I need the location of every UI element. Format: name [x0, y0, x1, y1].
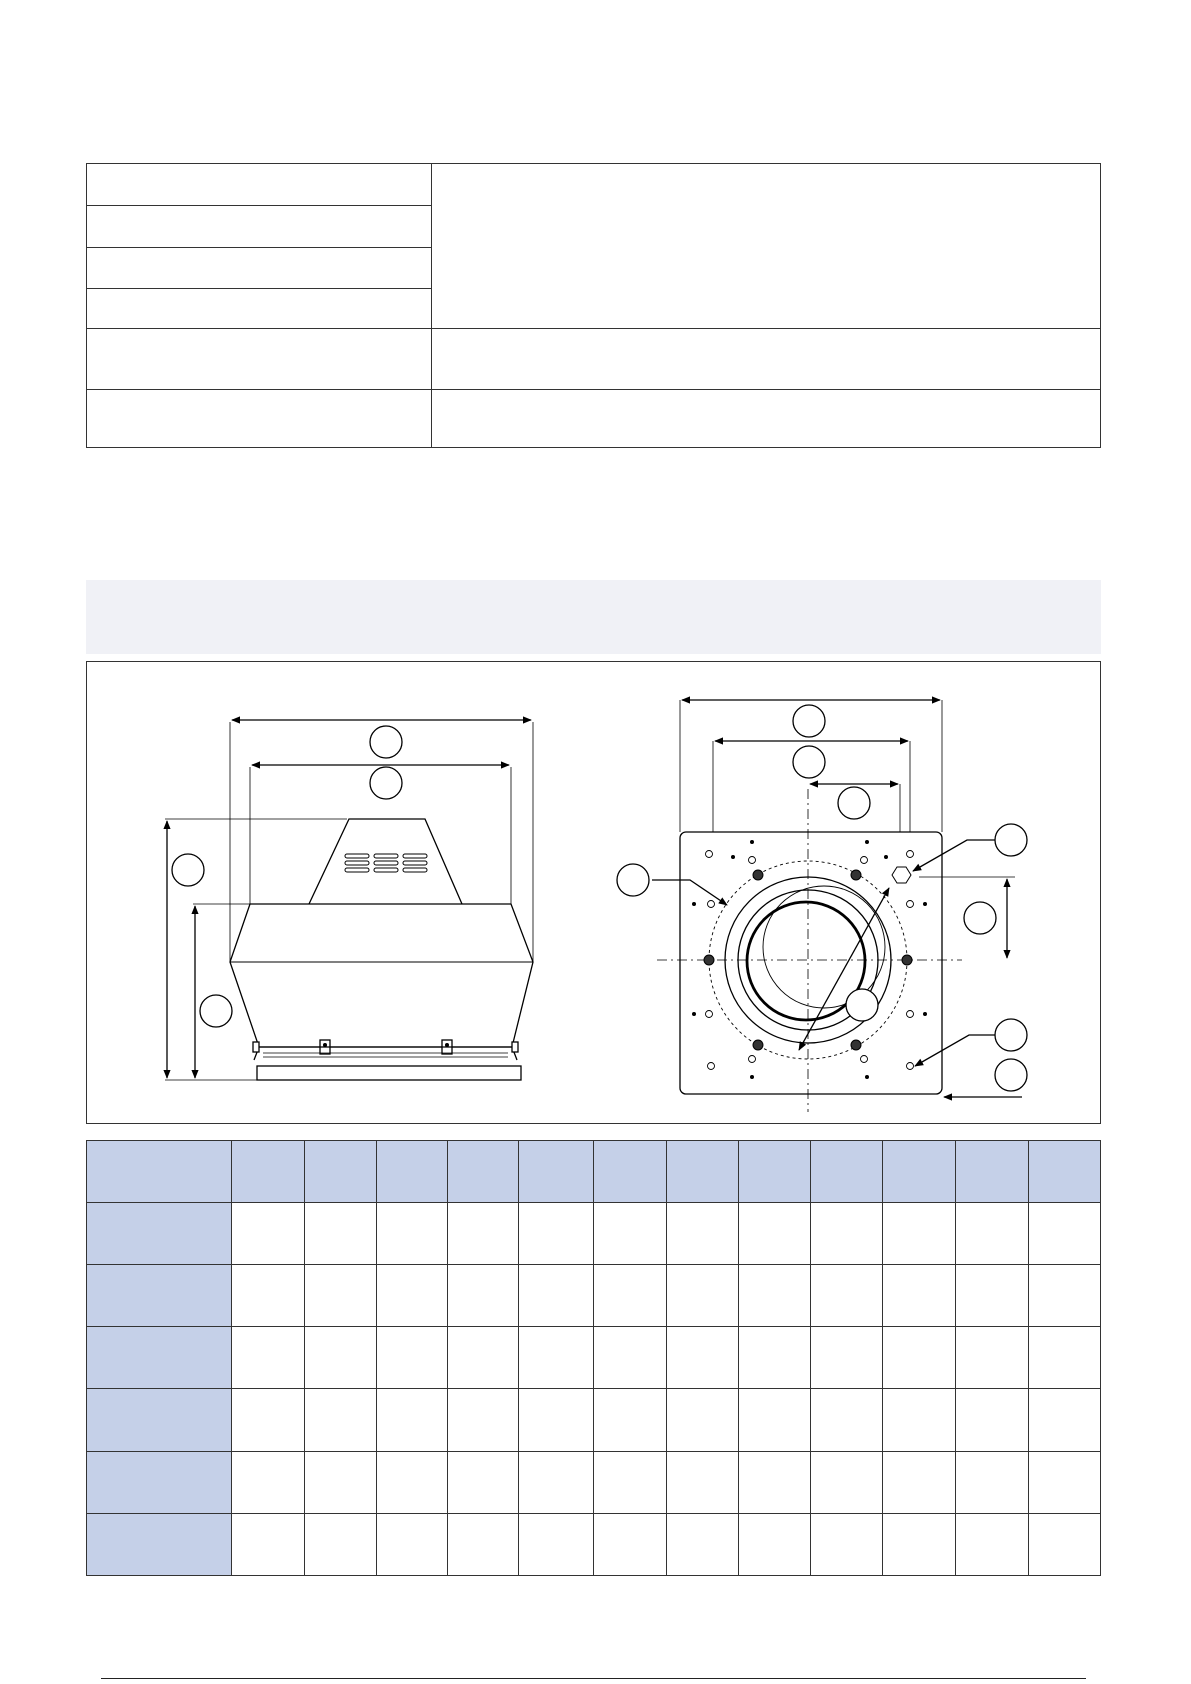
table-cell — [883, 1451, 956, 1513]
column-header — [304, 1141, 376, 1203]
section-header-band — [86, 580, 1101, 654]
table-cell — [447, 1451, 518, 1513]
table-cell — [232, 1513, 304, 1575]
table-row — [87, 1265, 1101, 1327]
table-cell — [883, 1513, 956, 1575]
table-cell — [811, 1327, 883, 1389]
table-cell — [738, 1389, 810, 1451]
table-cell — [666, 1265, 738, 1327]
table-cell — [519, 1203, 594, 1265]
table-cell — [738, 1327, 810, 1389]
table-cell — [1028, 1451, 1100, 1513]
column-header — [87, 1141, 232, 1203]
table-row — [87, 1451, 1101, 1513]
table-cell — [376, 1203, 447, 1265]
column-header — [956, 1141, 1028, 1203]
table-cell — [956, 1389, 1028, 1451]
table-cell — [956, 1513, 1028, 1575]
table-cell — [811, 1389, 883, 1451]
table-cell — [1028, 1203, 1100, 1265]
table-header-row — [87, 1141, 1101, 1203]
table-cell — [594, 1265, 666, 1327]
table-cell — [447, 1203, 518, 1265]
table-cell — [304, 1513, 376, 1575]
table-cell — [738, 1451, 810, 1513]
table-cell — [883, 1203, 956, 1265]
base-plate-top-view — [617, 700, 1027, 1112]
table-cell — [232, 1203, 304, 1265]
info-table-row-divider — [87, 328, 1100, 329]
table-cell — [376, 1389, 447, 1451]
table-cell — [519, 1327, 594, 1389]
table-cell — [956, 1203, 1028, 1265]
table-cell — [811, 1203, 883, 1265]
table-cell — [1028, 1327, 1100, 1389]
row-header — [87, 1451, 232, 1513]
table-cell — [447, 1265, 518, 1327]
table-cell — [594, 1513, 666, 1575]
table-cell — [666, 1389, 738, 1451]
table-cell — [232, 1451, 304, 1513]
info-table-row-divider — [87, 288, 431, 289]
table-cell — [304, 1203, 376, 1265]
table-cell — [811, 1513, 883, 1575]
table-cell — [304, 1327, 376, 1389]
table-row — [87, 1327, 1101, 1389]
table-cell — [376, 1451, 447, 1513]
table-cell — [304, 1265, 376, 1327]
info-table — [86, 163, 1101, 448]
table-cell — [519, 1265, 594, 1327]
column-header — [232, 1141, 304, 1203]
table-cell — [1028, 1265, 1100, 1327]
table-cell — [304, 1389, 376, 1451]
table-cell — [811, 1265, 883, 1327]
column-header — [519, 1141, 594, 1203]
table-row — [87, 1203, 1101, 1265]
table-cell — [376, 1265, 447, 1327]
table-cell — [376, 1327, 447, 1389]
table-cell — [956, 1451, 1028, 1513]
table-cell — [447, 1389, 518, 1451]
table-cell — [519, 1513, 594, 1575]
table-cell — [883, 1265, 956, 1327]
table-cell — [1028, 1513, 1100, 1575]
table-cell — [883, 1389, 956, 1451]
table-cell — [883, 1327, 956, 1389]
table-cell — [232, 1327, 304, 1389]
info-table-row-divider — [87, 389, 1100, 390]
row-header — [87, 1265, 232, 1327]
table-cell — [738, 1203, 810, 1265]
info-table-column-divider — [431, 164, 432, 447]
dimension-drawing — [86, 661, 1101, 1124]
table-cell — [594, 1327, 666, 1389]
table-row — [87, 1389, 1101, 1451]
table-cell — [738, 1513, 810, 1575]
row-header — [87, 1513, 232, 1575]
column-header — [883, 1141, 956, 1203]
table-cell — [811, 1451, 883, 1513]
column-header — [738, 1141, 810, 1203]
table-row — [87, 1513, 1101, 1575]
drawing-canvas — [87, 662, 1102, 1125]
column-header — [376, 1141, 447, 1203]
table-cell — [594, 1451, 666, 1513]
column-header — [811, 1141, 883, 1203]
table-cell — [519, 1389, 594, 1451]
fan-side-view — [165, 720, 533, 1080]
table-cell — [232, 1389, 304, 1451]
column-header — [447, 1141, 518, 1203]
table-cell — [956, 1265, 1028, 1327]
row-header — [87, 1327, 232, 1389]
footer-rule — [101, 1678, 1086, 1679]
table-cell — [447, 1513, 518, 1575]
column-header — [1028, 1141, 1100, 1203]
table-cell — [666, 1513, 738, 1575]
row-header — [87, 1203, 232, 1265]
table-cell — [376, 1513, 447, 1575]
table-cell — [666, 1327, 738, 1389]
table-cell — [594, 1389, 666, 1451]
info-table-row-divider — [87, 247, 431, 248]
table-cell — [304, 1451, 376, 1513]
table-cell — [519, 1451, 594, 1513]
row-header — [87, 1389, 232, 1451]
table-cell — [447, 1327, 518, 1389]
info-table-row-divider — [87, 205, 431, 206]
table-cell — [232, 1265, 304, 1327]
dimension-table — [86, 1140, 1101, 1576]
table-cell — [956, 1327, 1028, 1389]
table-cell — [738, 1265, 810, 1327]
column-header — [594, 1141, 666, 1203]
column-header — [666, 1141, 738, 1203]
table-cell — [666, 1203, 738, 1265]
table-cell — [666, 1451, 738, 1513]
table-cell — [1028, 1389, 1100, 1451]
table-cell — [594, 1203, 666, 1265]
